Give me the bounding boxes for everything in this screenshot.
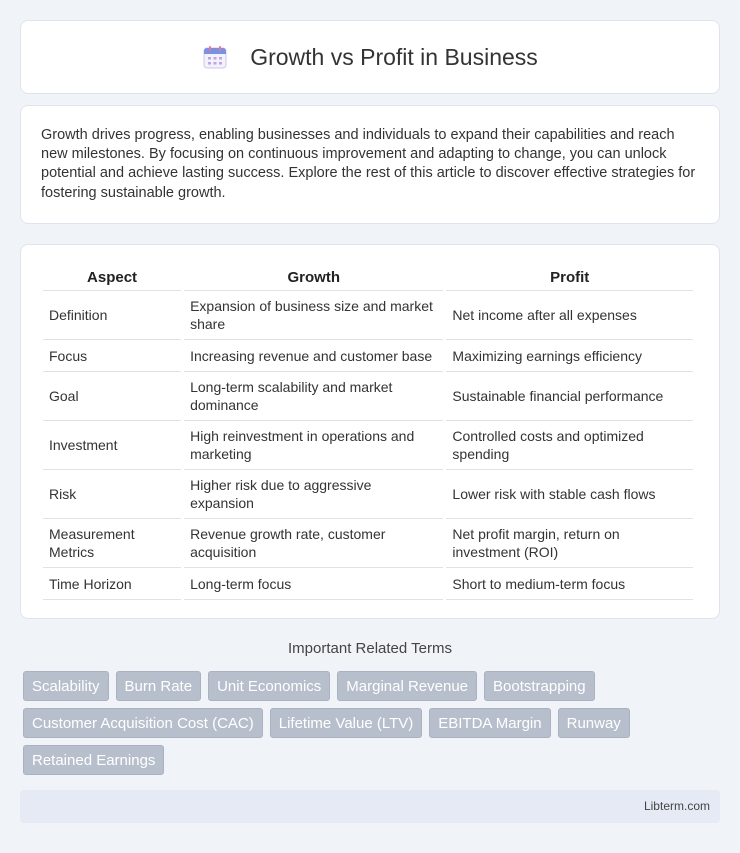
table-cell: Investment xyxy=(43,421,181,470)
table-cell: Focus xyxy=(43,340,181,372)
table-cell: Expansion of business size and market share xyxy=(184,291,443,340)
table-cell: Increasing revenue and customer base xyxy=(184,340,443,372)
intro-card xyxy=(20,105,720,224)
page-title: Growth vs Profit in Business xyxy=(250,43,538,70)
tag-retained-earnings[interactable]: Retained Earnings xyxy=(23,745,164,775)
column-header-aspect: Aspect xyxy=(43,265,181,291)
table-row xyxy=(43,340,693,372)
table-cell: Revenue growth rate, customer acquisition xyxy=(184,519,443,568)
footer xyxy=(20,790,720,823)
calendar-icon xyxy=(202,44,228,70)
table-row xyxy=(43,372,693,421)
table-cell: Net income after all expenses xyxy=(446,291,693,340)
table-cell: Controlled costs and optimized spending xyxy=(446,421,693,470)
column-header-profit: Profit xyxy=(446,265,693,291)
tag-customer-acquisition-cost[interactable]: Customer Acquisition Cost (CAC) xyxy=(23,708,263,738)
tag-scalability[interactable]: Scalability xyxy=(23,671,109,701)
footer-site-link[interactable]: Libterm.com xyxy=(643,799,710,813)
tag-runway[interactable]: Runway xyxy=(558,708,630,738)
table-cell: Long-term scalability and market dominance xyxy=(184,372,443,421)
table-cell: Higher risk due to aggressive expansion xyxy=(184,470,443,519)
table-cell: Measurement Metrics xyxy=(43,519,181,568)
comparison-card xyxy=(20,244,720,619)
tag-burn-rate[interactable]: Burn Rate xyxy=(116,671,202,701)
table-cell: Time Horizon xyxy=(43,568,181,600)
table-cell: Definition xyxy=(43,291,181,340)
intro-text: Growth drives progress, enabling businesses and individuals to expand their capabilities and reach new milestones. By focusing on continuous improvement and adapting to change, you can unlock potential and achieve lasting success. Explore the rest of this article to discover effective strategies for fostering sustainable growth. xyxy=(41,127,696,201)
table-cell: Net profit margin, return on investment (ROI) xyxy=(446,519,693,568)
column-header-growth: Growth xyxy=(184,265,443,291)
tag-unit-economics[interactable]: Unit Economics xyxy=(208,671,330,701)
table-row xyxy=(43,568,693,600)
table-cell: Goal xyxy=(43,372,181,421)
table-cell: Lower risk with stable cash flows xyxy=(446,470,693,519)
tag-ebitda-margin[interactable]: EBITDA Margin xyxy=(429,708,550,738)
table-row xyxy=(43,519,693,568)
comparison-table xyxy=(40,265,696,600)
table-cell: Maximizing earnings efficiency xyxy=(446,340,693,372)
tag-lifetime-value[interactable]: Lifetime Value (LTV) xyxy=(270,708,423,738)
table-cell: Short to medium-term focus xyxy=(446,568,693,600)
header-card xyxy=(20,20,720,94)
table-row xyxy=(43,291,693,340)
tag-bootstrapping[interactable]: Bootstrapping xyxy=(484,671,595,701)
table-cell: Risk xyxy=(43,470,181,519)
table-cell: High reinvestment in operations and marketing xyxy=(184,421,443,470)
table-row xyxy=(43,421,693,470)
tag-marginal-revenue[interactable]: Marginal Revenue xyxy=(337,671,477,701)
related-terms-title: Important Related Terms xyxy=(288,640,452,657)
table-cell: Long-term focus xyxy=(184,568,443,600)
related-terms-list xyxy=(23,671,723,775)
table-cell: Sustainable financial performance xyxy=(446,372,693,421)
table-header-row xyxy=(43,265,693,291)
table-row xyxy=(43,470,693,519)
